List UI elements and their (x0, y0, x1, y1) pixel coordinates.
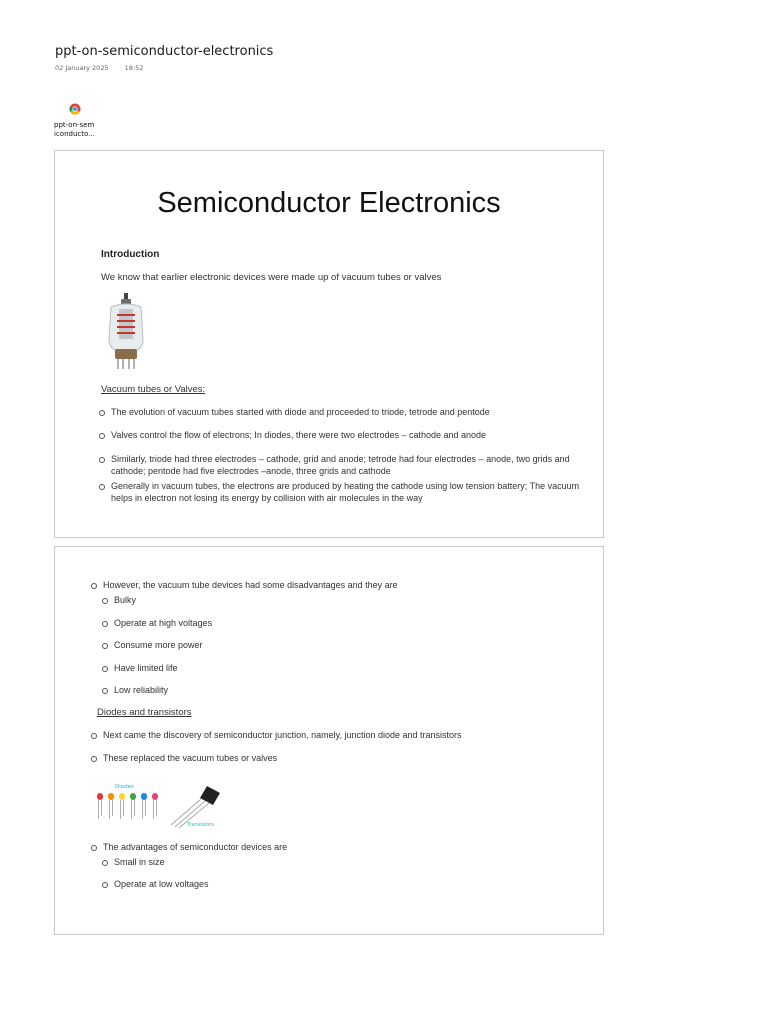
list-item: The advantages of semiconductor devices are (91, 841, 583, 853)
transistors-label: Transistors (187, 822, 214, 828)
diodes-label: Diodes (115, 784, 134, 790)
list-item: Low reliability (102, 684, 168, 696)
diodes-transistors-image (95, 781, 225, 829)
list-item: Generally in vacuum tubes, the electrons are produced by heating the cathode using low tension battery; The vacuum helps in electron not losing its energy by collision with air molecules in the way (99, 480, 581, 504)
attachment-filename: ppt-on-sem iconducto... (54, 121, 95, 138)
intro-heading: Introduction (101, 249, 160, 260)
list-item: Have limited life (102, 662, 178, 674)
list-item: Operate at low voltages (102, 878, 209, 890)
note-timestamp (55, 64, 157, 72)
list-item: The evolution of vacuum tubes started with diode and proceeded to triode, tetrode and pentode (99, 406, 581, 418)
list-item: Operate at high voltages (102, 617, 212, 629)
note-time: 18:52 (124, 64, 144, 72)
list-item: Next came the discovery of semiconductor junction, namely, junction diode and transistors (91, 729, 583, 741)
intro-text: We know that earlier electronic devices were made up of vacuum tubes or valves (101, 272, 442, 283)
slide-2 (54, 546, 604, 935)
vacuum-tubes-subheading: Vacuum tubes or Valves: (101, 384, 206, 395)
list-item: Bulky (102, 594, 136, 606)
slide-title: Semiconductor Electronics (157, 187, 501, 219)
diodes-transistors-subheading: Diodes and transistors (97, 707, 192, 718)
list-item: These replaced the vacuum tubes or valves (91, 752, 583, 764)
slide-1 (54, 150, 604, 538)
list-item: Consume more power (102, 639, 203, 651)
led-diodes-icon (97, 793, 158, 819)
note-date: 02 January 2025 (55, 64, 109, 72)
vacuum-tube-image (101, 293, 151, 371)
chrome-icon (69, 103, 81, 115)
list-item: Small in size (102, 856, 165, 868)
note-title: ppt-on-semiconductor-electronics (55, 44, 274, 59)
list-item: However, the vacuum tube devices had some disadvantages and they are (91, 579, 583, 591)
list-item: Valves control the flow of electrons; In diodes, there were two electrodes – cathode and anode (99, 429, 581, 441)
file-attachment[interactable] (52, 100, 100, 139)
list-item: Similarly, triode had three electrodes – cathode, grid and anode; tetrode had four electrodes – anode, two grids and cathode; pentode had five electrodes –anode, three grids and cathode (99, 453, 581, 477)
